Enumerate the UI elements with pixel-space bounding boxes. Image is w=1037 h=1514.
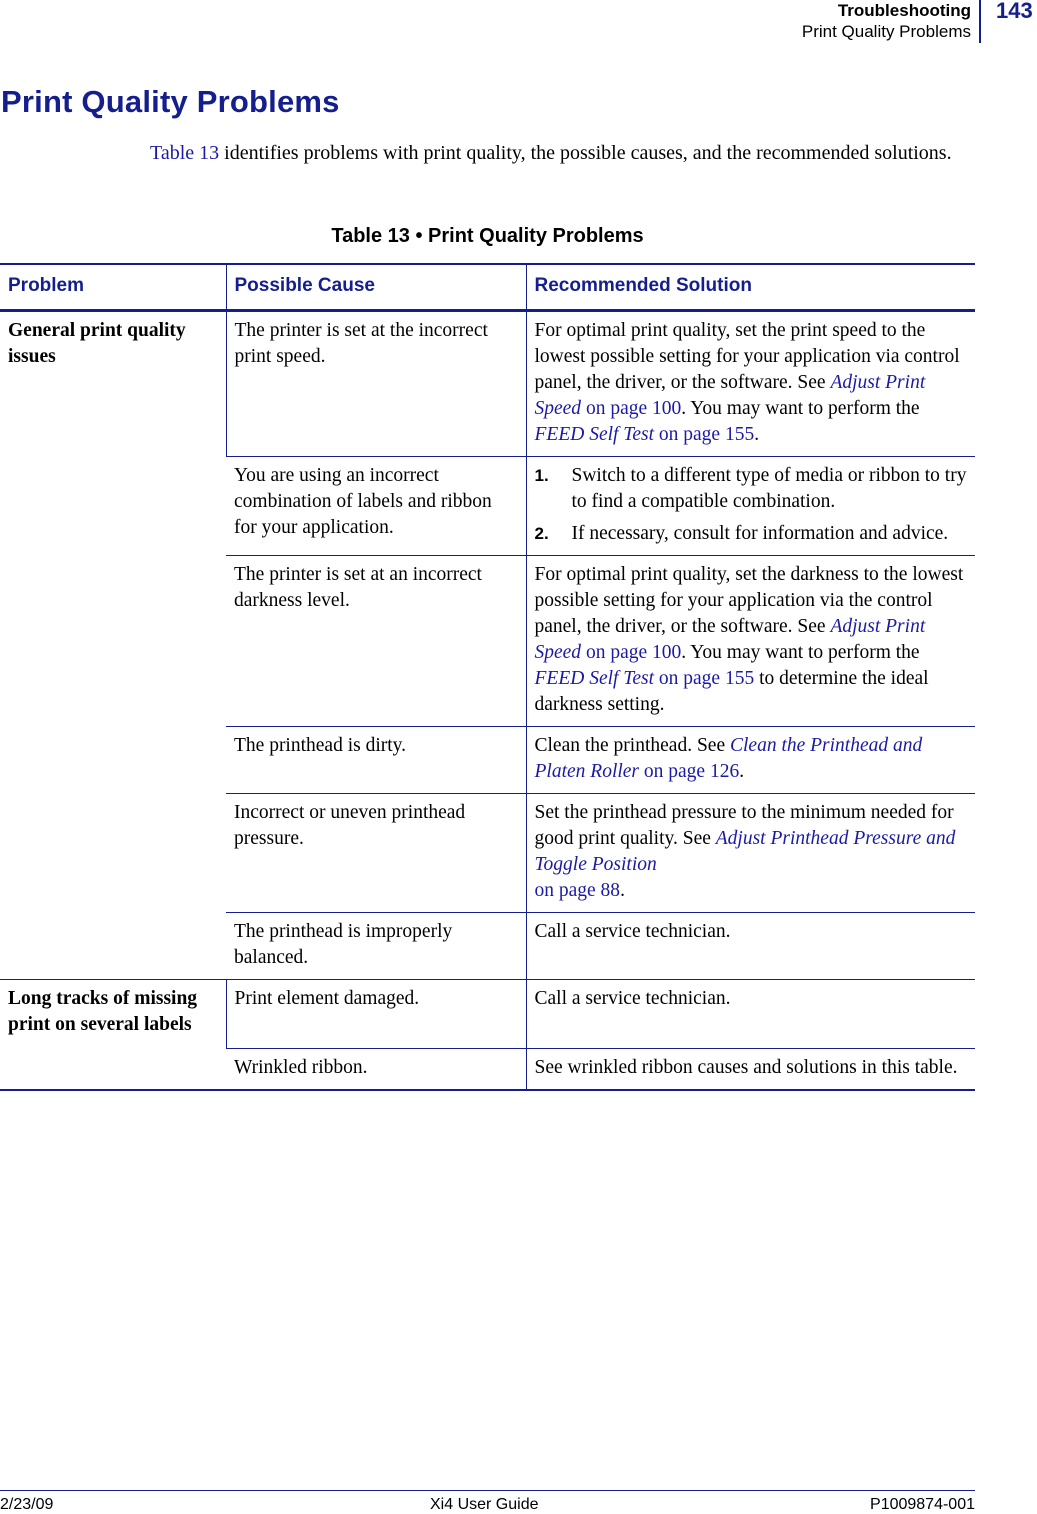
header-chapter: Troubleshooting — [837, 1, 971, 20]
solution-cell — [526, 794, 975, 913]
link-adjust-print-speed[interactable]: Adjust Print Speed — [534, 372, 926, 419]
table-header-row — [0, 264, 975, 311]
header-solution: Recommended Solution — [526, 264, 975, 311]
intro-text: identifies problems with print quality, the possible causes, and the recommended solutions. — [219, 142, 952, 164]
link-page-ref[interactable]: on page 100 — [581, 398, 682, 419]
table-caption: Table 13 • Print Quality Problems — [331, 225, 644, 247]
link-clean-printhead[interactable]: Clean the Printhead and Platen Roller — [534, 735, 923, 782]
intro-paragraph — [150, 140, 970, 166]
footer-part-number: P1009874-001 — [870, 1496, 975, 1513]
list-item — [535, 463, 968, 515]
problem-cell: Long tracks of missing print on several labels — [0, 980, 226, 1091]
solution-text: . You may want to perform the — [681, 642, 920, 663]
link-page-ref[interactable]: on page 100 — [581, 642, 682, 663]
solution-text: . — [739, 761, 745, 782]
print-quality-table — [0, 263, 975, 1091]
link-feed-self-test[interactable]: FEED Self Test — [534, 424, 655, 445]
page-title: Print Quality Problems — [1, 84, 340, 119]
cause-cell: Incorrect or uneven printhead pressure. — [226, 794, 526, 913]
solution-cell: See wrinkled ribbon causes and solutions in this table. — [526, 1049, 975, 1091]
footer-date: 2/23/09 — [0, 1496, 54, 1513]
running-header — [802, 0, 971, 42]
link-adjust-print-speed[interactable]: Adjust Print Speed — [534, 616, 926, 663]
step-text: If necessary, consult for information and advice. — [571, 523, 949, 544]
solution-text: Clean the printhead. See — [534, 735, 730, 756]
link-page-ref[interactable]: on page 88 — [534, 880, 621, 901]
list-item — [535, 521, 968, 547]
footer-divider — [0, 1490, 975, 1491]
step-number: 2. — [534, 524, 549, 543]
solution-text: . You may want to perform the — [681, 398, 920, 419]
solution-text: . — [620, 880, 625, 901]
header-divider — [979, 0, 981, 43]
link-page-ref[interactable]: on page 126 — [639, 761, 740, 782]
link-feed-self-test[interactable]: FEED Self Test — [534, 668, 655, 689]
table-row — [0, 980, 975, 1049]
link-adjust-printhead-pressure[interactable]: Adjust Printhead Pressure and Toggle Position — [534, 828, 956, 875]
solution-text: Set the printhead pressure to the minimum needed for good print quality. See — [534, 802, 954, 849]
cause-cell: The printer is set at the incorrect print speed. — [226, 311, 526, 457]
header-cause: Possible Cause — [226, 264, 526, 311]
header-problem: Problem — [0, 264, 226, 311]
solution-text: For optimal print quality, set the darkness to the lowest possible setting for your application via the control panel, the driver, or the software. See — [534, 564, 964, 637]
cause-cell: The printer is set at an incorrect darkness level. — [226, 556, 526, 727]
page-number: 143 — [996, 0, 1033, 23]
cause-cell: Wrinkled ribbon. — [226, 1049, 526, 1091]
cause-cell: You are using an incorrect combination of labels and ribbon for your application. — [226, 457, 526, 556]
solution-cell: Call a service technician. — [526, 913, 975, 980]
solution-cell — [526, 311, 975, 457]
footer-guide-title: Xi4 User Guide — [430, 1496, 539, 1513]
solution-cell — [526, 727, 975, 794]
solution-steps — [535, 463, 968, 547]
step-text: Switch to a different type of media or ribbon to try to find a compatible combination. — [571, 465, 967, 512]
link-page-ref[interactable]: on page 155 — [654, 424, 755, 445]
cause-cell: The printhead is dirty. — [226, 727, 526, 794]
table-13-link[interactable]: Table 13 — [150, 142, 220, 164]
solution-text: For optimal print quality, set the print speed to the lowest possible setting for your application via control panel, the driver, or the software. See — [534, 320, 960, 393]
solution-cell — [526, 556, 975, 727]
link-page-ref[interactable]: on page 155 — [654, 668, 755, 689]
header-section: Print Quality Problems — [801, 22, 971, 41]
step-number: 1. — [534, 466, 549, 485]
cause-cell: The printhead is improperly balanced. — [226, 913, 526, 980]
problem-cell: General print quality issues — [0, 311, 226, 980]
table-row — [0, 311, 975, 457]
solution-cell — [526, 457, 975, 556]
solution-text: . — [754, 424, 760, 445]
solution-text: to determine the ideal darkness setting. — [534, 668, 929, 715]
solution-cell: Call a service technician. — [526, 980, 975, 1049]
cause-cell: Print element damaged. — [226, 980, 526, 1049]
